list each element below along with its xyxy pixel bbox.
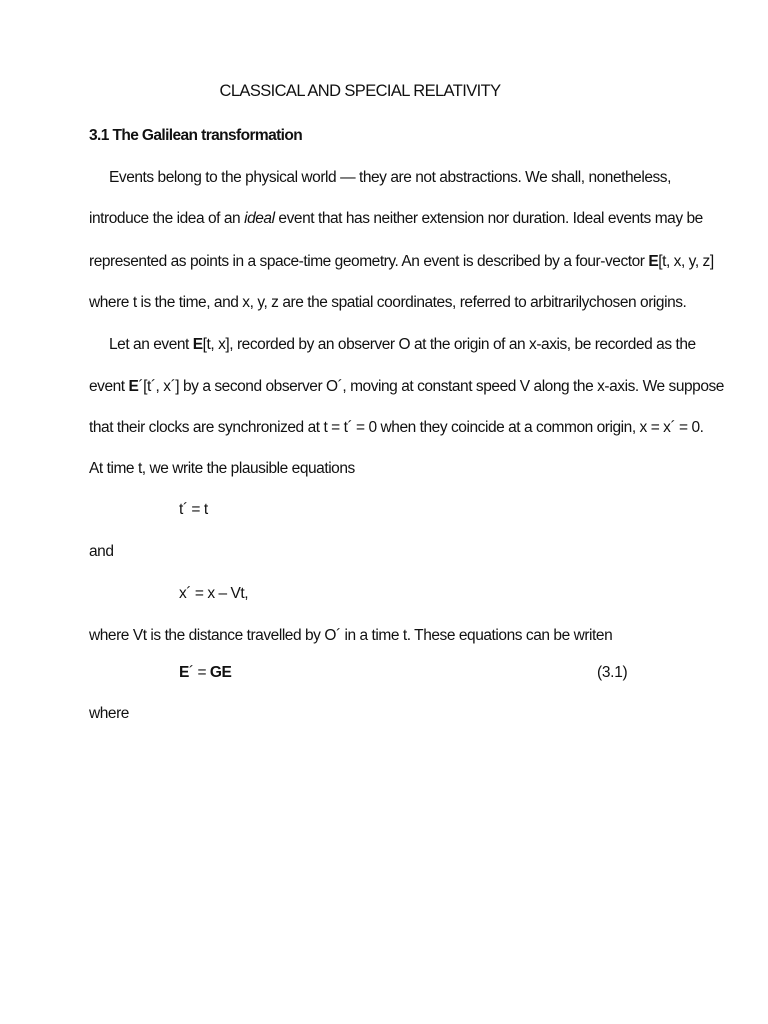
equation-number: (3.1) bbox=[597, 664, 628, 681]
para2-line3: that their clocks are synchronized at t = t´ = 0 when they coincide at a common origin, x = x´ = 0. bbox=[89, 419, 704, 436]
vt-explanation-line: where Vt is the distance travelled by O´ in a time t. These equations can be writen bbox=[89, 627, 613, 644]
equation-E: E bbox=[179, 664, 189, 681]
and-text: and bbox=[89, 543, 114, 560]
para2-line2-text-a: event bbox=[89, 378, 129, 395]
para2-line1-text-a: Let an event bbox=[109, 336, 193, 353]
para1-line2 bbox=[89, 209, 703, 229]
para1-line3-text-a: represented as points in a space-time geometry. An event is described by a four-vector bbox=[89, 253, 649, 270]
document-title: CLASSICAL AND SPECIAL RELATIVITY bbox=[219, 82, 501, 100]
para1-line2-text-a: introduce the idea of an bbox=[89, 210, 245, 227]
para1-line1: Events belong to the physical world — they are not abstractions. We shall, nonetheless, bbox=[109, 169, 671, 186]
section-heading: 3.1 The Galilean transformation bbox=[89, 127, 303, 144]
event-E-prime: E bbox=[128, 378, 139, 395]
equation-time: t´ = t bbox=[179, 501, 208, 518]
ideal-word: ideal bbox=[244, 210, 275, 227]
equation-position: x´ = x – Vt, bbox=[179, 585, 249, 602]
para1-line3-text-b: [t, x, y, z] bbox=[658, 253, 714, 270]
para2-line2 bbox=[89, 377, 724, 397]
para2-line1 bbox=[109, 335, 696, 355]
para2-line1-text-b: [t, x], recorded by an observer O at the origin of an x-axis, be recorded as the bbox=[202, 336, 696, 353]
where-text: where bbox=[89, 705, 129, 722]
equation-3-1 bbox=[179, 663, 231, 683]
para1-line2-text-b: event that has neither extension nor duration. Ideal events may be bbox=[274, 210, 703, 227]
para1-line4: where t is the time, and x, y, z are the spatial coordinates, referred to arbitrarilychosen origins. bbox=[89, 294, 687, 311]
para1-line3 bbox=[89, 252, 714, 272]
para2-line4: At time t, we write the plausible equations bbox=[89, 460, 355, 477]
para2-line2-text-b: ´[t´, x´] by a second observer O´, moving at constant speed V along the x-axis. We suppose bbox=[138, 378, 724, 395]
equation-mid: ´ = bbox=[188, 664, 210, 681]
equation-GE: GE bbox=[209, 664, 232, 681]
event-E: E bbox=[192, 336, 203, 353]
event-vector-E: E bbox=[648, 253, 659, 270]
